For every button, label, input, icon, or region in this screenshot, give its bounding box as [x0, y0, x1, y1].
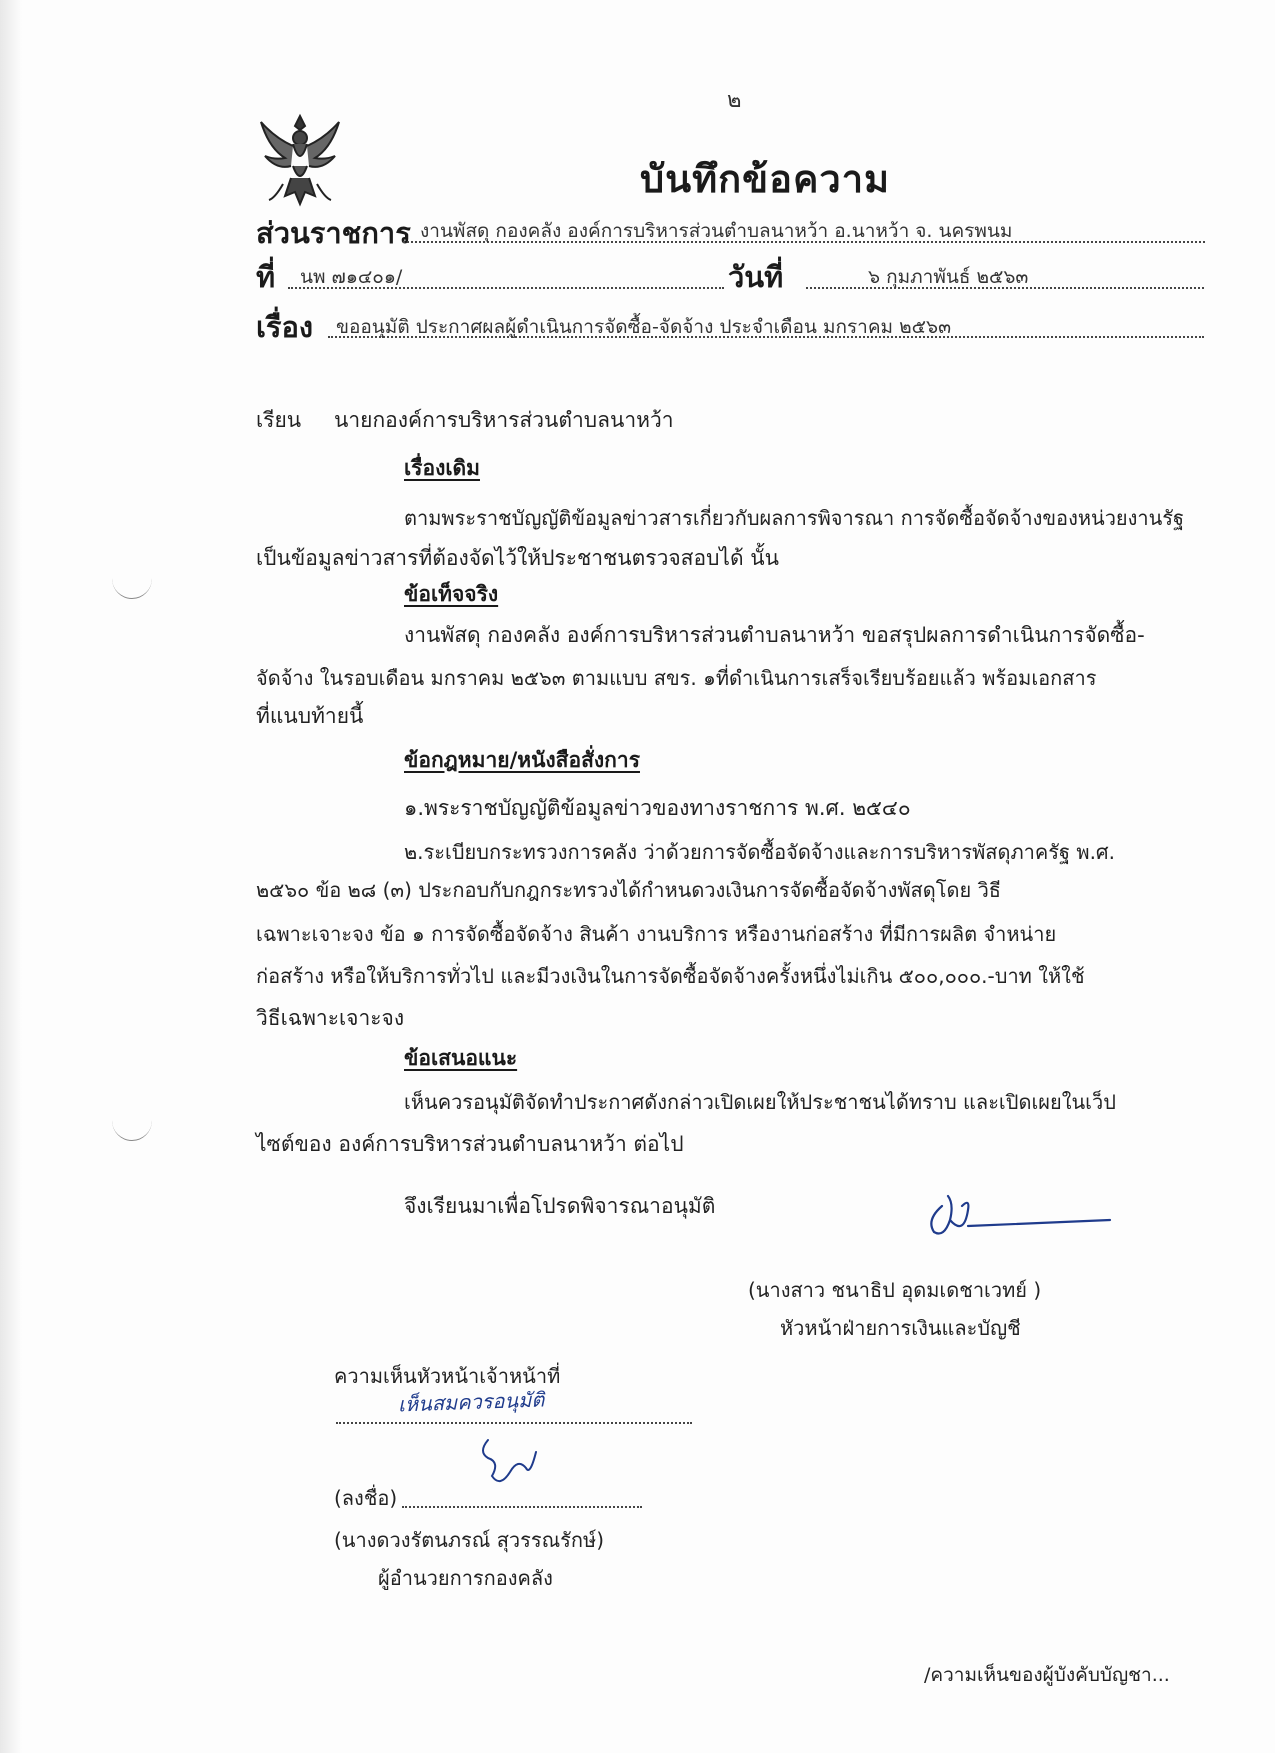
date-value: ๖ กุมภาพันธ์ ๒๕๖๓ — [868, 266, 1029, 288]
proposal-line-1: เห็นควรอนุมัติจัดทำประกาศดังกล่าวเปิดเผยให้ประชาชนได้ทราบ และเปิดเผยในเว็ป — [404, 1090, 1116, 1114]
punch-hole-mark — [112, 1100, 152, 1141]
opinion-dotline — [336, 1422, 692, 1424]
sign-dotline — [402, 1506, 642, 1508]
signature-scribble — [920, 1176, 1120, 1246]
ref-value: นพ ๗๑๔๐๑/ — [300, 266, 403, 288]
law-line-5: ก่อสร้าง หรือให้บริการทั่วไป และมีวงเงินในการจัดซื้อจัดจ้างครั้งหนึ่งไม่เกิน ๕๐๐,๐๐๐.-บาท ให้ใช้ — [256, 964, 1085, 988]
facts-line-1: งานพัสดุ กองคลัง องค์การบริหารส่วนตำบลนาหว้า ขอสรุปผลการดำเนินการจัดซื้อ- — [404, 623, 1145, 647]
facts-heading: ข้อเท็จจริง — [404, 582, 499, 606]
opinion-label: ความเห็นหัวหน้าเจ้าหน้าที่ — [334, 1364, 561, 1388]
subject-value: ขออนุมัติ ประกาศผลผู้ดำเนินการจัดซื้อ-จัดจ้าง ประจำเดือน มกราคม ๒๕๖๓ — [336, 316, 952, 338]
document-title: บันทึกข้อความ — [640, 157, 891, 201]
law-line-2: ๒.ระเบียบกระทรวงการคลัง ว่าด้วยการจัดซื้อจัดจ้างและการบริหารพัสดุภาครัฐ พ.ศ. — [404, 840, 1115, 864]
law-heading: ข้อกฎหมาย/หนังสือสั่งการ — [404, 748, 640, 772]
punch-hole-mark — [112, 558, 152, 599]
background-line-2: เป็นข้อมูลข่าวสารที่ต้องจัดไว้ให้ประชาชนตรวจสอบได้ นั้น — [256, 546, 780, 570]
date-label: วันที่ — [728, 260, 784, 294]
ref-label: ที่ — [256, 260, 276, 294]
law-line-6: วิธีเฉพาะเจาะจง — [256, 1006, 405, 1030]
signatory-position: หัวหน้าฝ่ายการเงินและบัญชี — [780, 1316, 1021, 1340]
division-value: งานพัสดุ กองคลัง องค์การบริหารส่วนตำบลนาหว้า อ.นาหว้า จ. นครพนม — [420, 220, 1013, 242]
scan-shadow — [0, 0, 22, 1753]
facts-line-2: จัดจ้าง ในรอบเดือน มกราคม ๒๕๖๓ ตามแบบ สขร. ๑ที่ดำเนินการเสร็จเรียบร้อยแล้ว พร้อมเอกสาร — [256, 666, 1097, 690]
sign-label: (ลงชื่อ) — [334, 1486, 398, 1510]
opinion-position: ผู้อำนวยการกองคลัง — [378, 1566, 553, 1590]
page-number: ๒ — [727, 88, 742, 113]
opinion-name: (นางดวงรัตนภรณ์ สุวรรณรักษ์) — [334, 1528, 605, 1552]
background-heading: เรื่องเดิม — [404, 456, 480, 480]
division-label: ส่วนราชการ — [256, 216, 411, 250]
law-line-4: เฉพาะเจาะจง ข้อ ๑ การจัดซื้อจัดจ้าง สินค้า งานบริการ หรืองานก่อสร้าง ที่มีการผลิต จำหน่าย — [256, 922, 1057, 946]
signatory-name: (นางสาว ชนาธิป อุดมเดชาเวทย์ ) — [748, 1278, 1042, 1302]
background-line-1: ตามพระราชบัญญัติข้อมูลข่าวสารเกี่ยวกับผลการพิจารณา การจัดซื้อจัดจ้างของหน่วยงานรัฐ — [404, 506, 1185, 530]
initial-scribble — [470, 1432, 550, 1492]
salutation-recipient: นายกองค์การบริหารส่วนตำบลนาหว้า — [334, 408, 674, 432]
opinion-handwritten: เห็นสมควรอนุมัติ — [397, 1387, 545, 1417]
law-line-3: ๒๕๖๐ ข้อ ๒๘ (๓) ประกอบกับกฎกระทรวงได้กำหนดวงเงินการจัดซื้อจัดจ้างพัสดุโดย วิธี — [256, 878, 1001, 902]
proposal-heading: ข้อเสนอแนะ — [404, 1046, 518, 1070]
footer-continuation: /ความเห็นของผู้บังคับบัญชา... — [924, 1664, 1170, 1686]
closing-line: จึงเรียนมาเพื่อโปรดพิจารณาอนุมัติ — [404, 1194, 716, 1218]
salutation-label: เรียน — [256, 408, 302, 432]
garuda-emblem-icon — [255, 108, 345, 208]
facts-line-3: ที่แนบท้ายนี้ — [256, 704, 364, 728]
law-line-1: ๑.พระราชบัญญัติข้อมูลข่าวของทางราชการ พ.ศ. ๒๕๔๐ — [404, 796, 911, 820]
proposal-line-2: ไซต์ของ องค์การบริหารส่วนตำบลนาหว้า ต่อไป — [256, 1132, 684, 1156]
subject-label: เรื่อง — [256, 310, 314, 344]
